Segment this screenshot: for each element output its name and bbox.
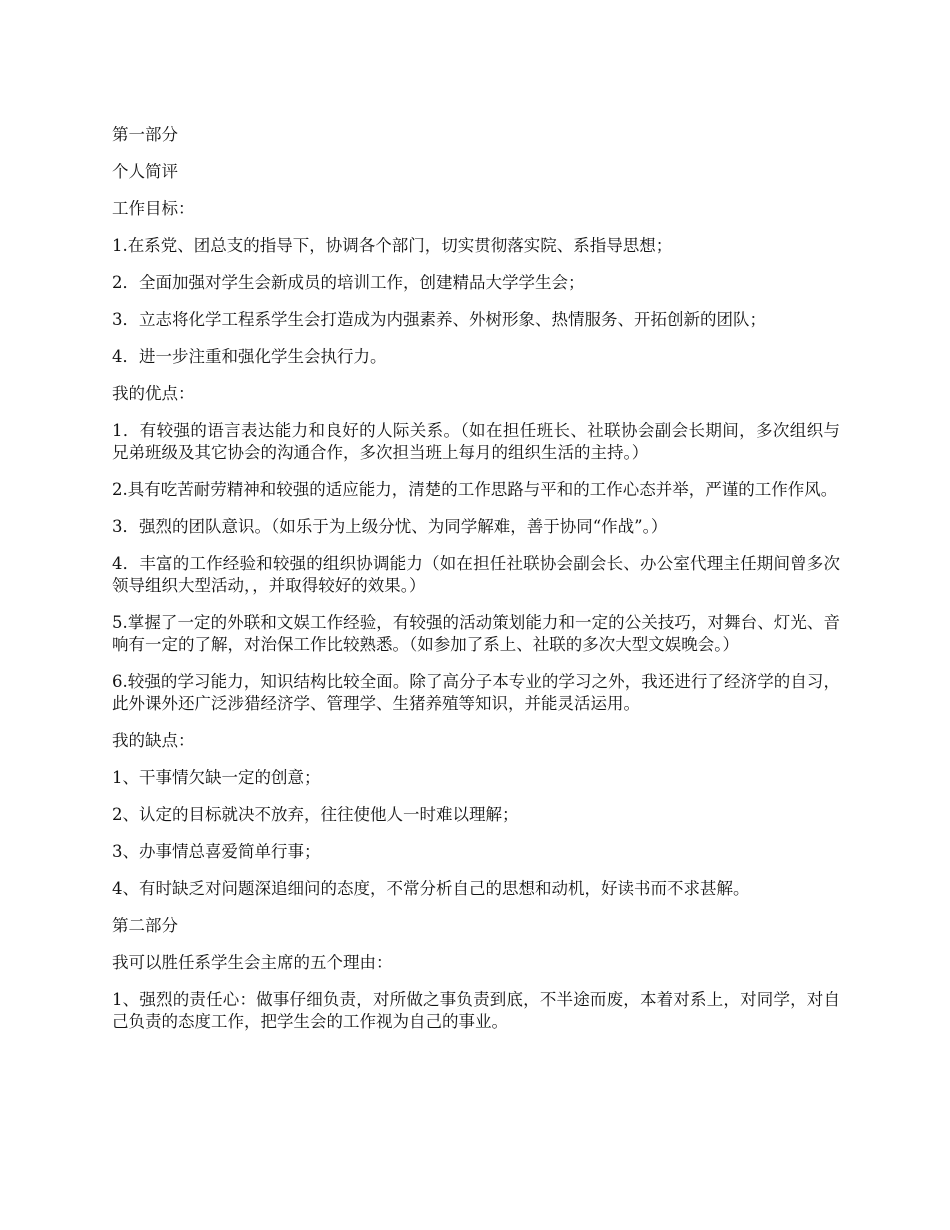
section-heading-part-two: 第二部分 <box>112 916 178 935</box>
goal-item-3: 3．立志将化学工程系学生会打造成为内强素养、外树形象、热情服务、开拓创新的团队； <box>112 310 766 329</box>
strength-item-5: 5.掌握了一定的外联和文娱工作经验，有较强的活动策划能力和一定的公关技巧，对舞台、灯光、音响有一定的了解，对治保工作比较熟悉。（如参加了系上、社联的多次大型文娱晚会。） <box>112 613 840 654</box>
weakness-item-2: 2、认定的目标就决不放弃，往往使他人一时难以理解； <box>112 805 519 824</box>
subheading-strengths: 我的优点： <box>112 384 195 403</box>
section-heading-part-one: 第一部分 <box>112 125 178 144</box>
reason-item-1: 1、强烈的责任心：做事仔细负责，对所做之事负责到底，不半途而废，本着对系上，对同学，对自己负责的态度工作，把学生会的工作视为自己的事业。 <box>112 990 840 1031</box>
subheading-work-goals: 工作目标： <box>112 199 195 218</box>
subheading-five-reasons: 我可以胜任系学生会主席的五个理由： <box>112 953 393 972</box>
goal-item-1: 1.在系党、团总支的指导下，协调各个部门，切实贯彻落实院、系指导思想； <box>112 236 673 255</box>
subheading-personal-review: 个人简评 <box>112 162 178 181</box>
goal-item-4: 4．进一步注重和强化学生会执行力。 <box>112 347 387 366</box>
goal-item-2: 2．全面加强对学生会新成员的培训工作，创建精品大学学生会； <box>112 273 585 292</box>
weakness-item-3: 3、办事情总喜爱简单行事； <box>112 842 321 861</box>
strength-item-6: 6.较强的学习能力，知识结构比较全面。除了高分子本专业的学习之外，我还进行了经济学的自习，此外课外还广泛涉猎经济学、管理学、生猪养殖等知识，并能灵活运用。 <box>112 672 840 713</box>
strength-item-2: 2.具有吃苦耐劳精神和较强的适应能力，清楚的工作思路与平和的工作心态并举，严谨的工作作风。 <box>112 480 838 499</box>
weakness-item-1: 1、干事情欠缺一定的创意； <box>112 768 321 787</box>
strength-item-3: 3．强烈的团队意识。（如乐于为上级分忧、为同学解难，善于协同“作战”。） <box>112 517 668 536</box>
document-body <box>112 124 840 1048</box>
weakness-item-4: 4、有时缺乏对问题深追细问的态度，不常分析自己的思想和动机，好读书而不求甚解。 <box>112 879 750 898</box>
subheading-weaknesses: 我的缺点： <box>112 731 195 750</box>
strength-item-1: 1．有较强的语言表达能力和良好的人际关系。（如在担任班长、社联协会副会长期间，多次组织与兄弟班级及其它协会的沟通合作，多次担当班上每月的组织生活的主持。） <box>112 421 840 462</box>
strength-item-4: 4．丰富的工作经验和较强的组织协调能力（如在担任社联协会副会长、办公室代理主任期间曾多次领导组织大型活动，，并取得较好的效果。） <box>112 554 840 595</box>
